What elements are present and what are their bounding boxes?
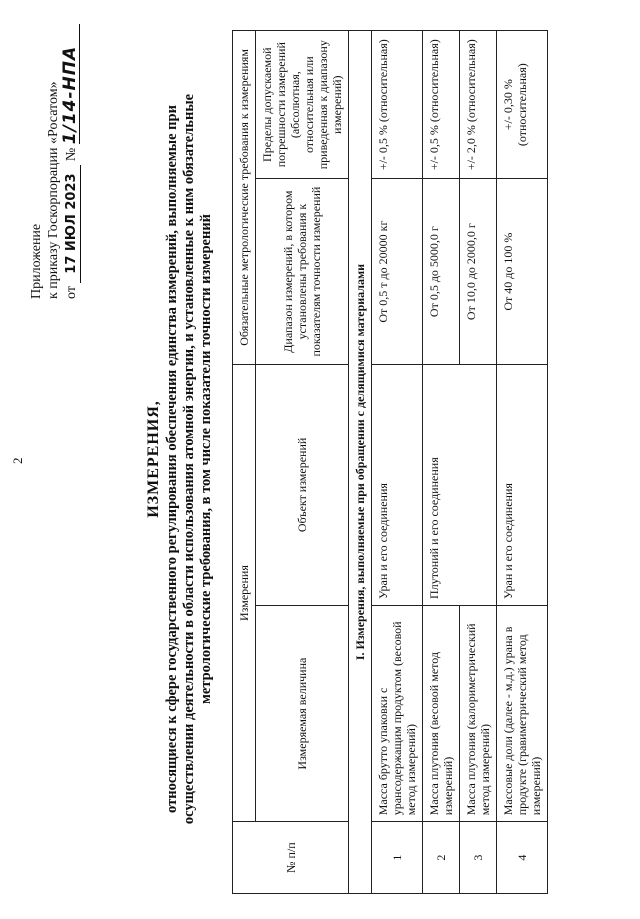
measurements-table xyxy=(232,30,548,894)
row-number: 3 xyxy=(460,822,497,894)
header-object: Объект измерений xyxy=(256,364,349,605)
title-line-2: относящиеся к сфере государственного регулирования обеспечения единства измерений, выполняемые при xyxy=(164,105,180,813)
row-quantity: Масса плутония (весовой метод измерений) xyxy=(423,605,460,821)
order-number: 1/14-НПА xyxy=(62,24,80,144)
row-quantity: Масса плутония (калориметрический метод измерений) xyxy=(460,605,497,821)
row-range: От 0,5 до 5000,0 г xyxy=(423,179,460,364)
row-object: Уран и его соединения xyxy=(497,364,548,605)
row-error: +/- 0,30 % (относительная) xyxy=(497,31,548,179)
header-num: № п/п xyxy=(233,822,349,894)
appendix-order-ref: к приказу Госкорпорации «Росатом» xyxy=(46,81,61,299)
section-row xyxy=(349,31,372,894)
row-quantity: Массовые доли (далее - м.д.) урана в продукте (гравиметрический метод измерений) xyxy=(497,605,548,821)
row-number: 4 xyxy=(497,822,548,894)
table-row xyxy=(497,31,548,894)
number-label: № xyxy=(64,147,79,162)
row-number: 2 xyxy=(423,822,460,894)
header-error: Пределы допускаемой погрешности измерений (абсолютная, относительная или приведенная к диапазону измерений) xyxy=(256,31,349,179)
table-header-row-2 xyxy=(256,31,349,894)
row-error: +/- 0,5 % (относительная) xyxy=(423,31,460,179)
row-object: Уран и его соединения xyxy=(372,364,423,605)
row-object: Плутоний и его соединения xyxy=(423,364,497,605)
table-row xyxy=(372,31,423,894)
title-main: ИЗМЕРЕНИЯ, xyxy=(145,400,162,518)
table-row xyxy=(423,31,460,894)
table-header-row-1 xyxy=(233,31,256,894)
title-line-3: осуществлении деятельности в области использования атомной энергии, и установленные к ним обязательные xyxy=(181,93,197,825)
page-number: 2 xyxy=(10,457,25,464)
row-number: 1 xyxy=(372,822,423,894)
from-label: от xyxy=(64,286,79,299)
row-range: От 40 до 100 % xyxy=(497,179,548,364)
section-title: I. Измерения, выполняемые при обращении с делящимися материалами xyxy=(349,31,372,894)
row-error: +/- 0,5 % (относительная) xyxy=(372,31,423,179)
row-quantity: Масса брутто упаковки с урансодержащим продуктом (весовой метод измерений) xyxy=(372,605,423,821)
order-date: 17 ИЮЛ 2023 xyxy=(63,165,81,283)
header-requirements: Обязательные метрологические требования к измерениям xyxy=(233,31,256,365)
row-range: От 0,5 т до 20000 кг xyxy=(372,179,423,364)
title-line-4: метрологические требования, в том числе показатели точности измерений xyxy=(198,213,214,705)
row-range: От 10,0 до 2000,0 г xyxy=(460,179,497,364)
header-measurements: Измерения xyxy=(233,364,256,821)
header-quantity: Измеряемая величина xyxy=(256,605,349,821)
row-error: +/- 2,0 % (относительная) xyxy=(460,31,497,179)
appendix-label: Приложение xyxy=(29,223,44,299)
header-range: Диапазон измерений, в котором установлены требования к показателям точности измерений xyxy=(256,179,349,364)
